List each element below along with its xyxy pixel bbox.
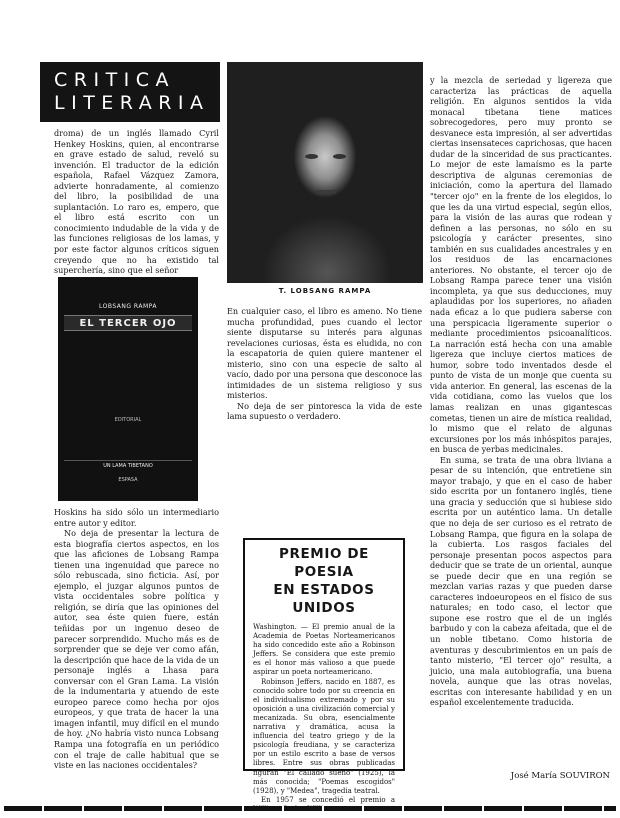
column-1-top bbox=[54, 128, 219, 276]
portrait-eye bbox=[333, 154, 346, 159]
book-subtitle: UN LAMA TIBETANO bbox=[64, 460, 192, 469]
portrait-eye bbox=[305, 154, 318, 159]
book-footer: ESPASA bbox=[118, 477, 138, 483]
book-publisher: EDITORIAL bbox=[114, 417, 142, 423]
prize-box bbox=[243, 538, 405, 804]
column-3 bbox=[430, 75, 612, 708]
portrait-mouth bbox=[316, 190, 336, 194]
book-cover-image bbox=[58, 277, 198, 501]
book-author: LOBSANG RAMPA bbox=[99, 303, 157, 310]
section-title-line2: LITERARIA bbox=[54, 92, 210, 114]
section-title-line1: CRITICA bbox=[54, 69, 176, 91]
column-2 bbox=[227, 306, 422, 422]
paragraph: Hoskins ha sido sólo un intermediario entre autor y editor. bbox=[54, 507, 219, 528]
paragraph: En cualquier caso, el libro es ameno. No tiene mucha profundidad, pues cuando el lector siente disputarse su interés para algunas revelaciones curiosas, ésta es eludida, no con la escapatoria de quien quiere mantener el misterio, sino con una especie de salto al vacío, dado por una persona que desconoce las intimidades de un sistema religioso y sus misterios. bbox=[227, 306, 422, 401]
paragraph: En suma, se trata de una obra liviana a pesar de su intención, que entretiene sin mayor trabajo, y que en el caso de haber sido escrita por un fontanero inglés, tiene una gracia y seducción que si hubiese sido escrita por un auténtico lama. Un detalle que no deja de ser curioso es el retrato de Lobsang Rampa, que figura en la solapa de la cubierta. Los rasgos faciales del personaje presentan pocos aspectos para deducir que se trate de un oriental, aunque se puede decir que en una región se mezclan varias razas y que pueden darse caracteres indoeuropeos en el físico de sus naturales; en todo caso, el lector que supone ese rostro que el de un inglés barbudo y con la cabeza afeitada, que el de un noble tibetano. Como historia de aventuras y descubrimientos en un país de tanto misterio, "El tercer ojo" resulta, a juicio, una mala autobiografía, una buena novela, aunque que las otras novelas, escritas con interesante habilidad y en un español excelentemente traducida. bbox=[430, 454, 612, 708]
section-title bbox=[40, 62, 220, 122]
author-signature: José María SOUVIRON bbox=[510, 771, 610, 781]
portrait-photo bbox=[227, 62, 423, 283]
book-title: EL TERCER OJO bbox=[64, 315, 192, 331]
bottom-border bbox=[4, 806, 616, 811]
prize-heading bbox=[253, 545, 395, 617]
column-1-bottom bbox=[54, 507, 219, 771]
paragraph: No deja de ser pintoresca la vida de este lama supuesto o verdadero. bbox=[227, 400, 422, 422]
paragraph: No deja de presentar la lectura de esta biografía ciertos aspectos, en los que las aficiones de Lobsang Rampa tienen una ingenuidad que parece no sólo rebuscada, sino ficticia. Así, por ejemplo, el juzgar algunos puntos de vista occidentales sobre política y religión, se diría que las opiniones del autor, sea éste quien fuere, están teñidas por un ingenuo deseo de parecer sorprendido. Mucho más es de sorprender que se deje ver como afán, la descripción que hace de la vida de un personaje inglés a Lhasa para conversar con el Gran Lama. La visión de la indumentaria y atuendo de este europeo parece como hecha por ojos europeos, y que trata de hacer la una imagen infantil, muy difícil en el mundo de hoy. ¿No habría visto nunca Lobsang Rampa una fotografía en un periódico con el traje de calle habitual que se viste en las naciones occidentales? bbox=[54, 528, 219, 771]
prize-heading-line2: EN ESTADOS UNIDOS bbox=[273, 582, 375, 616]
paragraph: y la mezcla de seriedad y ligereza que caracteriza las prácticas de aquella religión. En algunos sentidos la vida monacal tibetana tiene matices sobrecogedores, pero muy pronto se desvanece esta impresión, al ser advertidas ciertas insensateces caprichosas, que hacen dudar de la sinceridad de sus practicantes. Lo mejor de este lamaísmo es la parte descriptiva de algunas ceremonias de iniciación, como la apertura del llamado "tercer ojo" en la frente de los elegidos, lo que les da una virtud especial, según ellos, para la visión de las auras que rodean y definen a las personas, no sólo en su psicología y carácter presentes, sino también en sus cualidades ancestrales y en los residuos de las encarnaciones anteriores. No obstante, el tercer ojo de Lobsang Rampa parece tener una visión incompleta, ya que sus deducciones, muy aplaudidas por los superiores, no añaden nada eficaz a lo que pudiera saberse con una perspicacia ligeramente superior o mediante procedimientos psicoanalíticos. La narración está hecha con una amable ligereza que incluye ciertos matices de humor, sobre todo inventados desde el punto de vista de un monje que cuenta su vida anterior. En general, las escenas de la vida cotidiana, como las vuelos que los lamas realizan en unas gigantescas cometas, tienen un aire de mística realidad, lo mismo que el relato de algunas excursiones por los más inhóspitos parajes, en busca de yerbas medicinales. bbox=[430, 75, 612, 455]
paragraph: En 1957 se concedió el premio a bbox=[261, 795, 395, 804]
prize-heading-line1: PREMIO DE POESIA bbox=[279, 546, 369, 580]
prize-text bbox=[253, 623, 395, 814]
photo-caption: T. LOBSANG RAMPA bbox=[278, 287, 372, 295]
paragraph: droma) de un inglés llamado Cyril Henkey Hoskins, quien, al encontrarse en grave estado de salud, reveló su invención. El traductor de la edición española, Rafael Vázquez Zamora, advierte honradamente, al comienzo del libro, la posibilidad de una suplantación. Lo raro es, empero, que el libro está escrito con un conocimiento indudable de la vida y de las funciones religiosas de los lamas, y por este factor algunos críticos siguen creyendo que no ha existido tal superchería, sino que el señor bbox=[54, 128, 219, 276]
paragraph: Washington. — El premio anual de la Academia de Poetas Norteamericanos ha sido concedido este año a Robinson Jeffers. Se considera que este premio es el honor más valioso a que puede aspirar un poeta norteamericano. bbox=[253, 623, 395, 677]
paragraph: Robinson Jeffers, nacido en 1887, es conocido sobre todo por su creencia en el individualismo extremado y por su oposición a una civilización comercial y mecanizada. Su obra, esencialmente narrativa y dramática, acusa la influencia del teatro griego y de la psicología freudiana, y se caracteriza por un estilo escrito a base de versos libres. Entre sus obras publicadas figuran "El callado sueño" (1925), la más conocida; "Poemas escogidos" (1928), y "Medea", tragedia teatral. bbox=[253, 677, 395, 795]
